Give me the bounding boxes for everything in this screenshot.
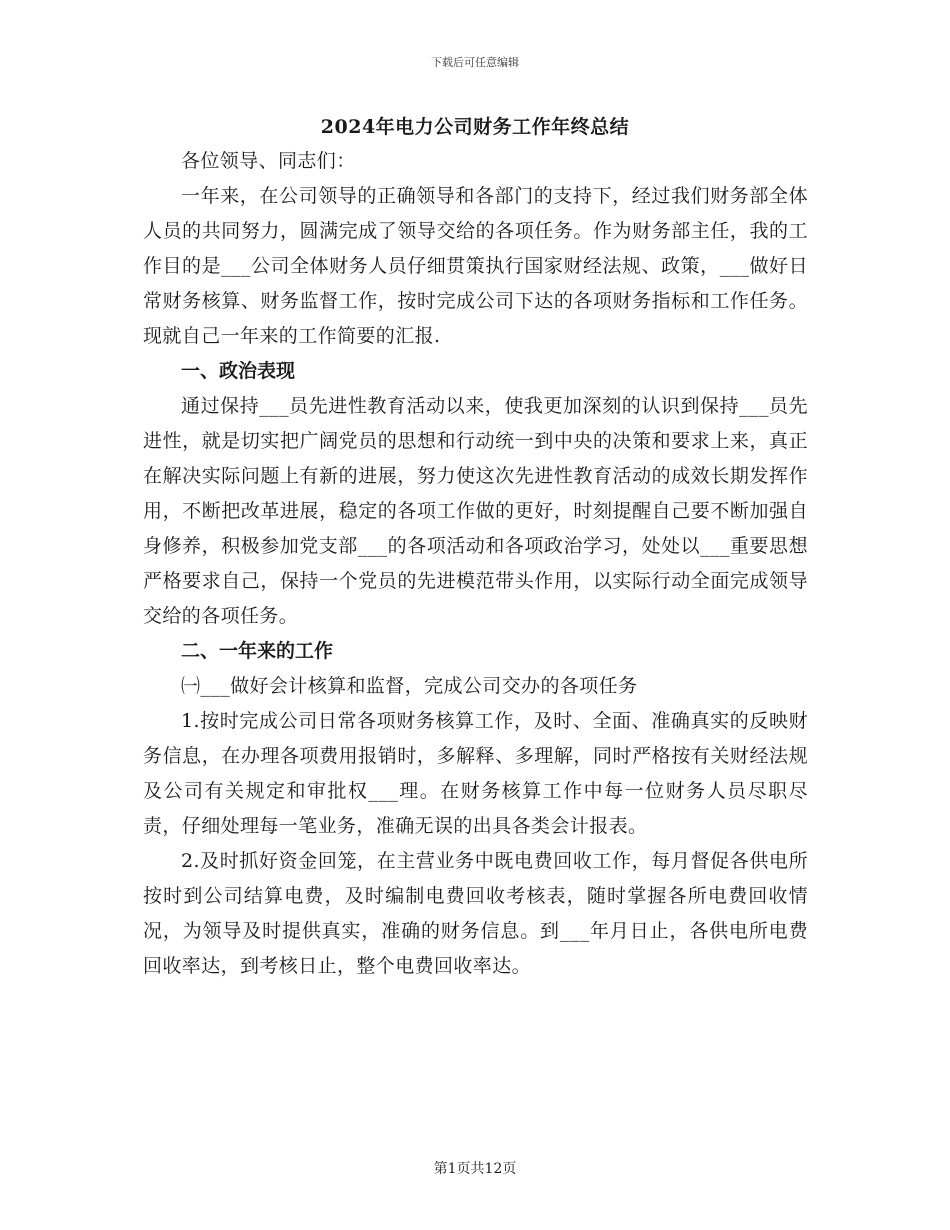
work-subheading: ㈠___做好会计核算和监督，完成公司交办的各项任务	[181, 675, 638, 697]
intro-paragraph: 一年来，在公司领导的正确领导和各部门的支持下，经过我们财务部全体人员的共同努力，圆满完成了领导交给的各项任务。作为财务部主任，我的工作目的是___公司全体财务人员仔细贯策执行国家财经法规、政策，___做好日常财务核算、财务监督工作，按时完成公司下达的各项财务指标和工作任务。现就自己一年来的工作简要的汇报.	[143, 185, 808, 347]
section-heading-work: 二、一年来的工作	[181, 640, 334, 662]
document-body	[143, 144, 808, 984]
header-note: 下载后可任意编辑	[431, 56, 519, 69]
politics-paragraph: 通过保持___员先进性教育活动以来，使我更加深刻的认识到保持___员先进性，就是切实把广阔党员的思想和行动统一到中央的决策和要求上来，真正在解决实际问题上有新的进展，努力使这次先进性教育活动的成效长期发挥作用，不断把改革进展，稳定的各项工作做的更好，时刻提醒自己要不断加强自身修养，积极参加党支部___的各项活动和各项政治学习，处处以___重要思想严格要求自己，保持一个党员的先进模范带头作用，以实际行动全面完成领导交给的各项任务。	[143, 395, 808, 627]
page-footer: 第1页共12页	[433, 1161, 517, 1177]
section-heading-politics: 一、政治表现	[181, 360, 296, 382]
work-item-2: 2.及时抓好资金回笼，在主营业务中既电费回收工作，每月督促各供电所按时到公司结算电费，及时编制电费回收考核表，随时掌握各所电费回收情况，为领导及时提供真实，准确的财务信息。到___年月日止，各供电所电费回收率达，到考核日止，整个电费回收率达。	[143, 850, 808, 977]
document-title: 2024年电力公司财务工作年终总结	[320, 116, 630, 138]
work-item-1: 1.按时完成公司日常各项财务核算工作，及时、全面、准确真实的反映财务信息，在办理各项费用报销时，多解释、多理解，同时严格按有关财经法规及公司有关规定和审批权___理。在财务核算工作中每一位财务人员尽职尽责，仔细处理每一笔业务，准确无误的出具各类会计报表。	[143, 710, 808, 837]
salutation: 各位领导、同志们：	[181, 150, 356, 172]
